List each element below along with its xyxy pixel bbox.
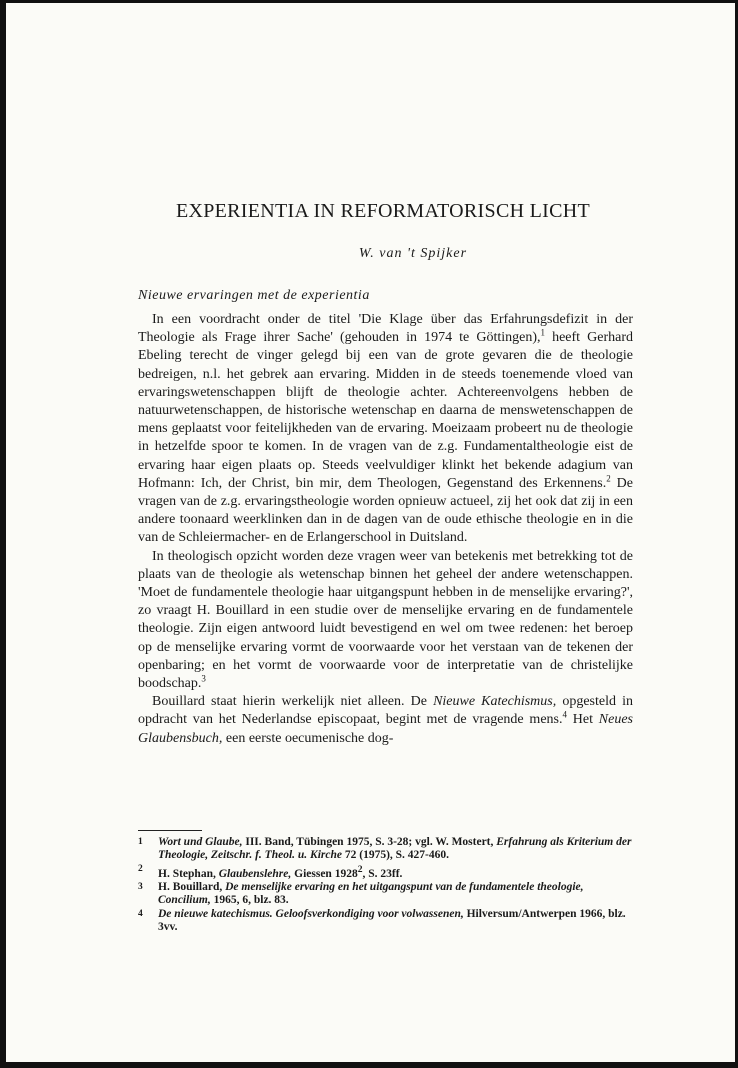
article-author: W. van 't Spijker (358, 246, 468, 261)
footnote-ref: 4 (562, 709, 567, 720)
section-heading: Nieuwe ervaringen met de experientia (138, 288, 370, 303)
footnote: 2 H. Stephan, Glaubenslehre, Giessen 1928$^2$, S. 23ff. (138, 863, 403, 880)
paragraph: In een voordracht onder de titel 'Die Klage über das Erfahrungsdefizit in der Theologie als Frage ihrer Sache' (gehouden in 1974 te Göttingen),$^1$ heeft Gerhard Ebeling terecht de vinger gelegd bij een van de grote gevaren die de theologie bedreigen, n.l. het gebrek aan ervaring. Midden in de steeds toenemende vloed van ervaringswetenschappen blijft de theologie achter. Achtereenvolgens hebben de natuurwetenschappen, de historische wetenschap en daarna de menswetenschappen de mens geplaatst voor feitelijkheden van de ervaring. Moeizaam probeert nu de theologie in hetzelfde spoor te komen. In de vragen van de z.g. Fundamentaltheologie eist de ervaring haar eigen plaats op. Steeds veelvuldiger klinkt het bekende adagium van Hofmann: Ich, der Christ, bin mir, dem Theologen, Gegenstand des Erkennens.$^2$ De vragen van de z.g. ervaringstheologie worden opnieuw actueel, zij het ook dat zij in een andere toonaard weerklinken dan in de dagen van de oude ethische theologie en in die van de Schleiermacher- en de Erlangerschool in Duitsland. (138, 312, 634, 546)
footnote: 1 Wort und Glaube, III. Band, Tübingen 1975, S. 3-28; vgl. W. Mostert, Erfahrung als Kriterium der Theologie, Zeitschr. f. Theol. u. Kirche 72 (1975), S. 427-460. (138, 836, 632, 862)
footnote: 4 De nieuwe katechismus. Geloofsverkondiging voor volwassenen, Hilversum/Antwerpen 1966, blz. 3vv. (138, 907, 626, 934)
body-text (138, 311, 633, 748)
footnote-ref: 2 (606, 473, 611, 484)
footnotes (138, 836, 633, 935)
footnote-ref: 1 (540, 327, 545, 338)
footnote-ref: 3 (201, 673, 206, 684)
paragraph: Bouillard staat hierin werkelijk niet alleen. De Nieuwe Katechismus, opgesteld in opdracht van het Nederlandse episcopaat, begint met de vragende mens.$^4$ Het Neues Glaubensbuch, een eerste oecumenische dog- (138, 694, 633, 746)
paragraph: In theologisch opzicht worden deze vragen weer van betekenis met betrekking tot de plaats van de theologie als wetenschap binnen het geheel der andere wetenschappen. 'Moet de fundamentele theologie haar uitgangspunt hebben in de menselijke ervaring?', zo vraagt H. Bouillard in een studie over de menselijke ervaring en de fundamentele theologie. Zijn eigen antwoord luidt bevestigend en wel om twee redenen: het beroep op de menselijke ervaring vormt de voorwaarde voor het verstaan van de tekenen der openbaring; en het vormt de voorwaarde voor de interpretatie van de christelijke boodschap.$^3$ (138, 548, 633, 692)
footnote: 3 H. Bouillard, De menselijke ervaring en het uitgangspunt van de fundamentele theologie, Concilium, 1965, 6, blz. 83. (138, 881, 584, 907)
footnote-divider (138, 830, 202, 831)
article-title: EXPERIENTIA IN REFORMATORISCH LICHT (175, 200, 591, 222)
